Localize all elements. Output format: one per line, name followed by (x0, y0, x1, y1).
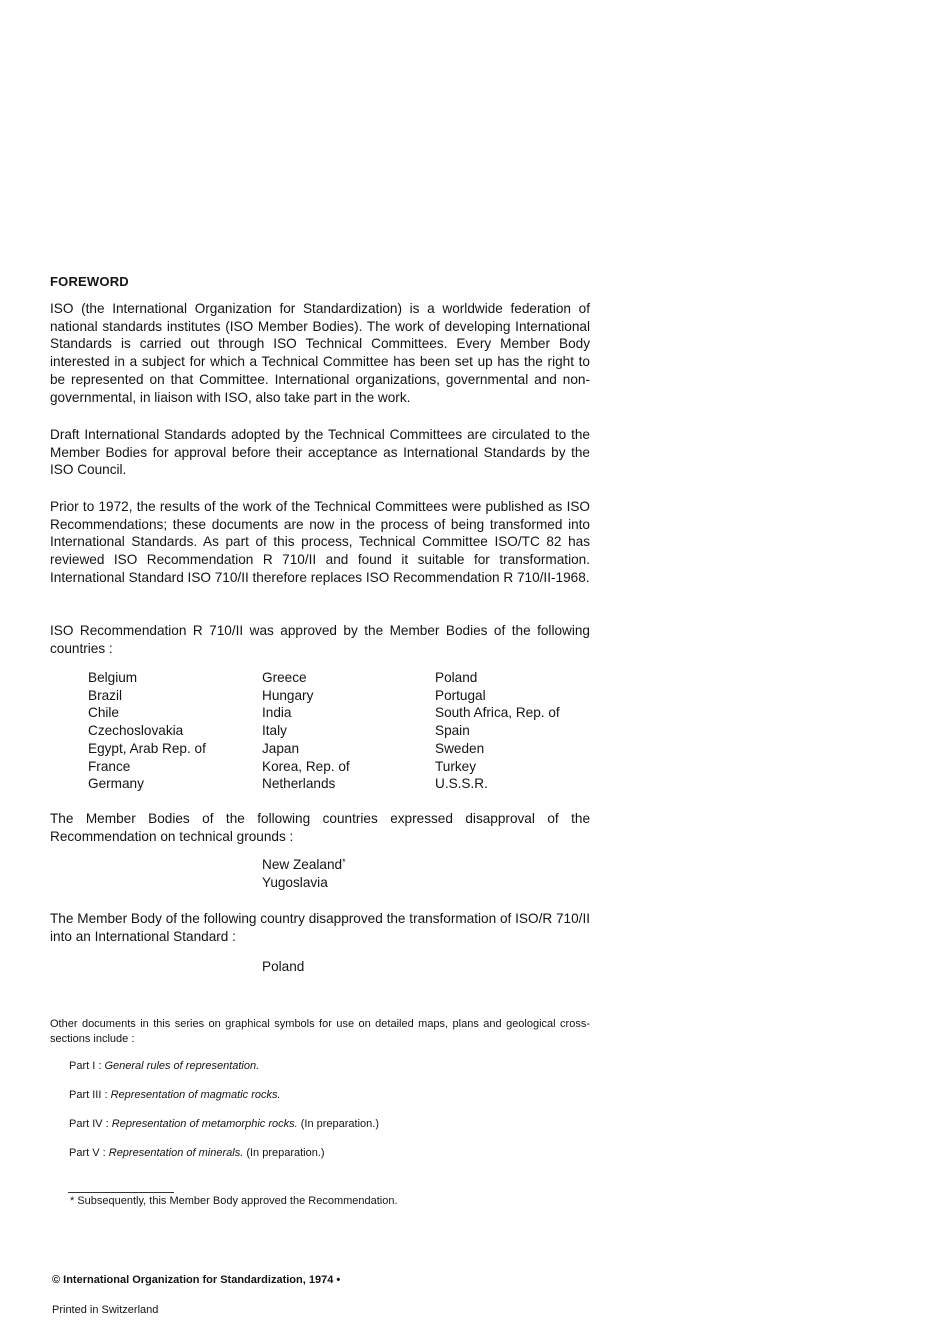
country-item: Greece (262, 670, 307, 685)
part-title: Representation of metamorphic rocks. (111, 1118, 298, 1130)
part-label: Part I : (69, 1060, 105, 1072)
country-item: Czechoslovakia (88, 723, 184, 739)
country-item: U.S.S.R. (435, 776, 488, 792)
country-item: Hungary (262, 687, 314, 703)
transformation-country: Poland (262, 959, 305, 974)
country-item: Turkey (435, 758, 477, 774)
part-item (69, 1118, 379, 1130)
part-label: Part III : (69, 1089, 111, 1101)
country-item: Sweden (435, 740, 485, 756)
part-label: Part V : (69, 1147, 109, 1159)
country-item: India (262, 705, 292, 721)
draft-standards-paragraph: Draft International Standards adopted by the Technical Committees are circulated to the Member Bodies for approval before their acceptance as International Standards by the ISO Council. (50, 427, 590, 478)
approval-paragraph: ISO Recommendation R 710/II was approved by the Member Bodies of the following countries : (50, 623, 590, 656)
country-item: Italy (262, 723, 287, 739)
countries-column-3 (435, 669, 560, 793)
disapproving-countries-list (262, 856, 346, 891)
printed-location: Printed in Switzerland (52, 1304, 159, 1316)
country-item: Spain (435, 723, 470, 739)
country-item: Chile (88, 705, 119, 721)
footnote-marker: * (342, 857, 346, 867)
part-item (69, 1089, 281, 1101)
country-item: Brazil (88, 687, 122, 703)
part-title: General rules of representation. (104, 1060, 260, 1072)
country-item: Germany (88, 776, 144, 792)
country-name: New Zealand (262, 857, 343, 872)
other-documents-paragraph: Other documents in this series on graphical symbols for use on detailed maps, plans and geological cross-sections include : (50, 1018, 590, 1045)
footnote-divider (68, 1192, 174, 1193)
country-item: Netherlands (262, 776, 336, 792)
country-item: Belgium (88, 670, 138, 685)
history-paragraph: Prior to 1972, the results of the work of the Technical Committees were published as ISO Recommendations; these documents are now in the process of being transformed into International Standards. As part of this process, Technical Committee ISO/TC 82 has reviewed ISO Recommendation R 710/II and found it suitable for transformation. International Standard ISO 710/II therefore replaces ISO Recommendation R 710/II-1968. (50, 499, 590, 585)
part-note: (In preparation.) (297, 1118, 379, 1130)
country-item (262, 856, 346, 874)
country-item: Egypt, Arab Rep. of (88, 740, 206, 756)
footnote: * Subsequently, this Member Body approved the Recommendation. (70, 1195, 398, 1207)
country-item: France (88, 758, 131, 774)
part-item (69, 1147, 325, 1159)
country-item: South Africa, Rep. of (435, 705, 560, 721)
disapproval-paragraph: The Member Bodies of the following countries expressed disapproval of the Recommendation on technical grounds : (50, 811, 590, 844)
part-note: (In preparation.) (243, 1147, 325, 1159)
part-title: Representation of minerals. (108, 1147, 244, 1159)
part-item (69, 1060, 259, 1072)
country-item: Poland (435, 670, 478, 685)
intro-paragraph: ISO (the International Organization for Standardization) is a worldwide federation of national standards institutes (ISO Member Bodies). The work of developing International Standards is carried out through ISO Technical Committees. Every Member Body interested in a subject for which a Technical Committee has been set up has the right to be represented on that Committee. International organizations, governmental and non-governmental, in liaison with ISO, also take part in the work. (50, 301, 590, 405)
part-title: Representation of magmatic rocks. (110, 1089, 281, 1101)
part-label: Part IV : (69, 1118, 112, 1130)
foreword-heading: FOREWORD (50, 274, 129, 289)
country-item: Portugal (435, 687, 486, 703)
country-item: Yugoslavia (262, 874, 328, 890)
copyright-notice: © International Organization for Standardization, 1974 • (52, 1274, 341, 1286)
country-item: Japan (262, 740, 300, 756)
countries-column-2 (262, 669, 350, 793)
countries-column-1 (88, 669, 206, 793)
transformation-paragraph: The Member Body of the following country disapproved the transformation of ISO/R 710/II into an International Standard : (50, 911, 590, 944)
country-item: Korea, Rep. of (262, 758, 350, 774)
